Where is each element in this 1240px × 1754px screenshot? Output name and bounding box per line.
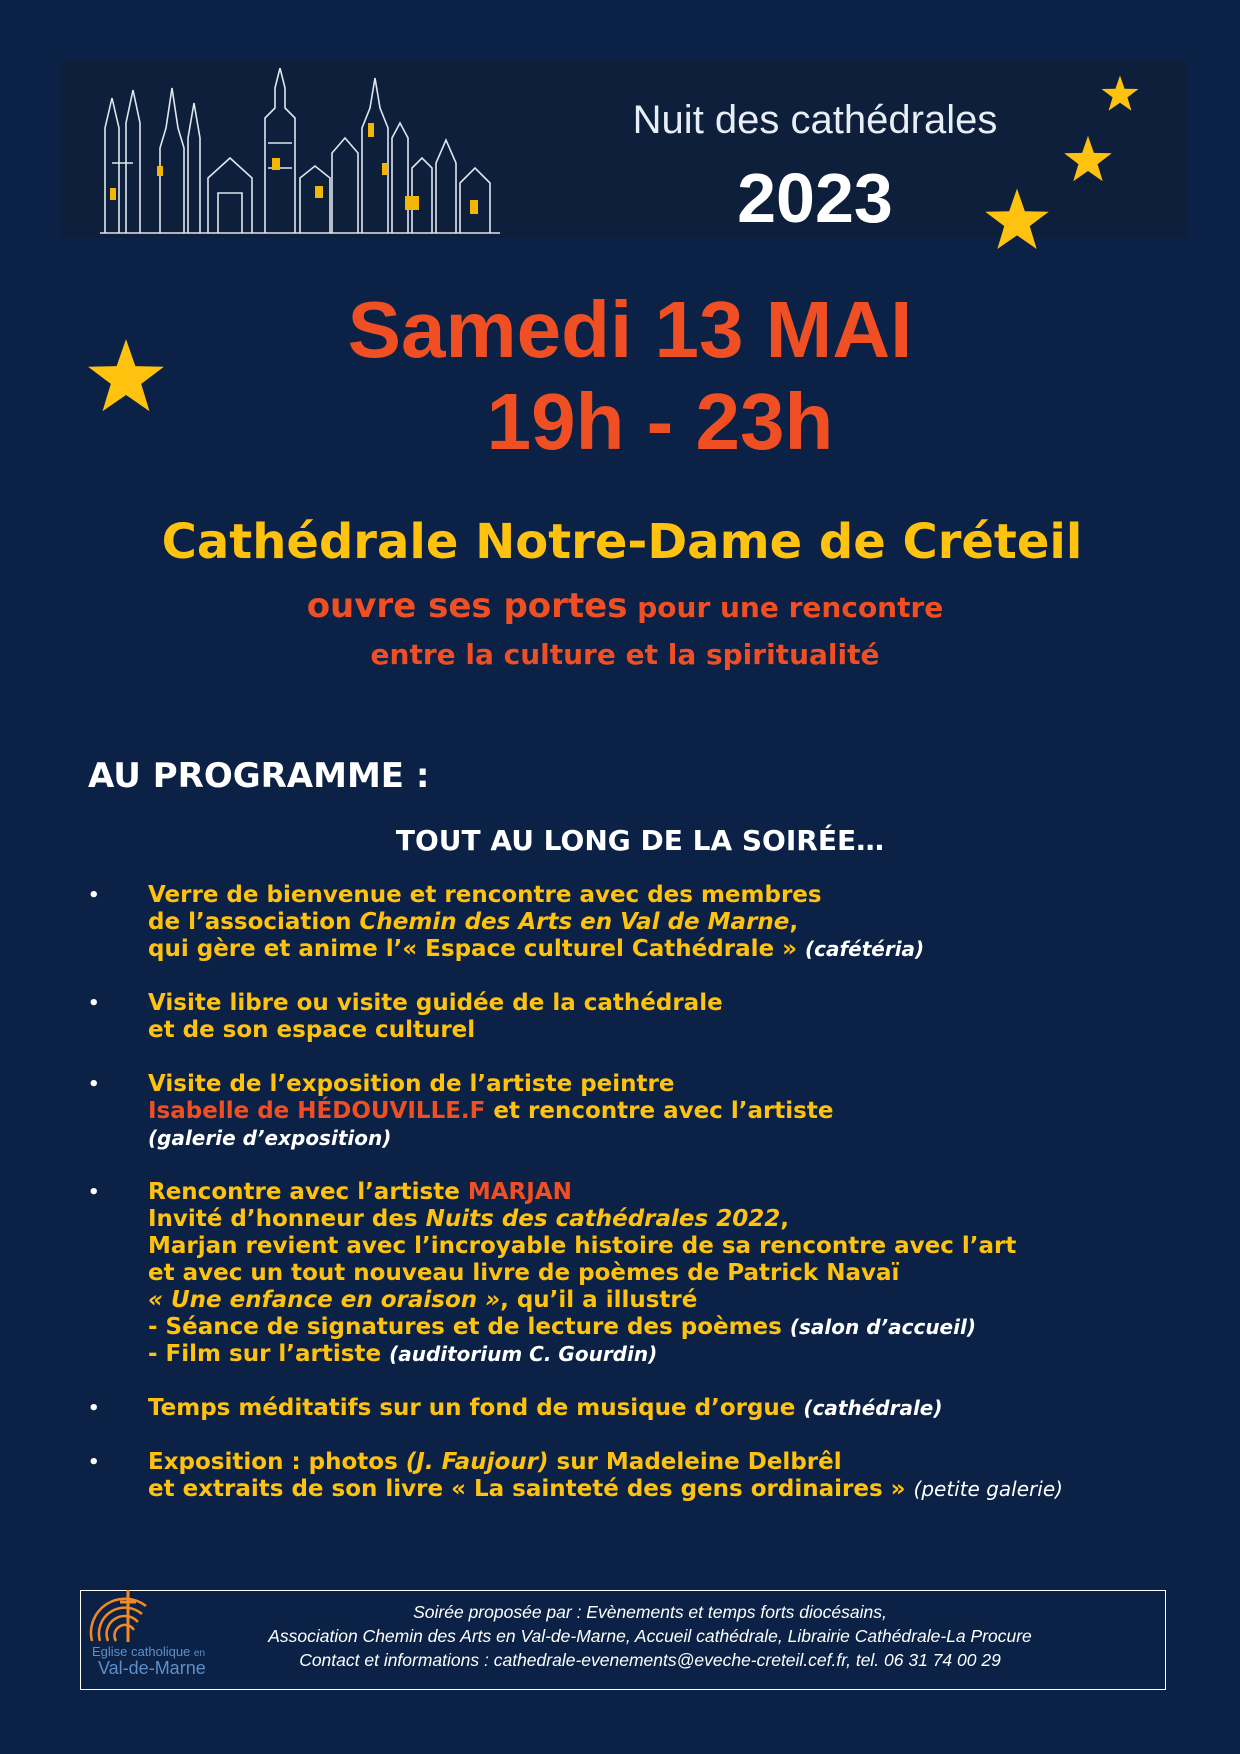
venue-title: Cathédrale Notre-Dame de Créteil [161, 514, 1083, 570]
bullet-icon: • [88, 1452, 100, 1473]
text: Invité d’honneur des [148, 1206, 426, 1232]
banner-year: 2023 [737, 159, 893, 237]
bullet-icon: • [88, 1074, 100, 1095]
text: en [193, 1648, 206, 1659]
event-date: Samedi 13 MAI [347, 285, 913, 374]
cathedrals-skyline-illustration [100, 68, 505, 236]
text: Temps méditatifs sur un fond de musique d’orgue [148, 1395, 804, 1421]
artist-name: MARJAN [467, 1179, 572, 1205]
text: , [789, 909, 799, 935]
item-line: Verre de bienvenue et rencontre avec des membres [148, 882, 822, 908]
photographer: (J. Faujour) [405, 1449, 549, 1475]
program-heading: AU PROGRAMME : [88, 756, 430, 796]
program-item-welcome [88, 882, 1198, 963]
location-note: (salon d’accueil) [789, 1315, 976, 1339]
text: , [780, 1206, 789, 1232]
church-logo-icon [84, 1586, 154, 1646]
bullet-icon: • [88, 993, 100, 1014]
text: - Séance de signatures et de lecture des poèmes [148, 1314, 790, 1340]
program-item-exhibition [88, 1071, 1198, 1152]
footer-line: Association Chemin des Arts en Val-de-Marne, Accueil cathédrale, Librairie Cathédrale-La Procure [268, 1626, 1032, 1646]
location-note: (cafétéria) [804, 937, 925, 961]
item-line [148, 1476, 1198, 1503]
item-line [148, 1098, 1198, 1125]
subtitle-emphasis: ouvre ses portes [306, 586, 628, 626]
item-line: Visite libre ou visite guidée de la cathédrale [148, 990, 723, 1016]
item-line [148, 1125, 1198, 1152]
item-line [148, 936, 1198, 963]
program-item-visit [88, 990, 1198, 1044]
bullet-icon: • [88, 1398, 100, 1419]
program-subheading: TOUT AU LONG DE LA SOIRÉE… [395, 824, 885, 857]
item-line: et de son espace culturel [148, 1017, 476, 1043]
item-line [148, 1341, 1198, 1368]
venue-subtitle-line2: entre la culture et la spiritualité [370, 638, 880, 671]
footer-contact: Contact et informations : cathedrale-evenements@eveche-creteil.cef.fr, tel. 06 31 74 00 29 [299, 1650, 1001, 1670]
program-list [88, 882, 1198, 1530]
location-note: (cathédrale) [803, 1396, 943, 1420]
item-line [148, 909, 1198, 936]
bullet-icon: • [88, 885, 100, 906]
footer-line: Soirée proposée par : Evènements et temps forts diocésains, [413, 1602, 887, 1622]
logo-text-line2: Val-de-Marne [98, 1658, 206, 1678]
program-item-photos [88, 1449, 1198, 1503]
text: qui gère et anime l’« Espace culturel Cathédrale » [148, 936, 805, 962]
program-item-marjan [88, 1179, 1198, 1368]
item-line [148, 1449, 1198, 1476]
text: et rencontre avec l’artiste [485, 1098, 834, 1124]
venue-subtitle-line1 [5, 586, 1240, 626]
program-item-meditation [88, 1395, 1198, 1422]
footer-credits [150, 1600, 1150, 1672]
text: Rencontre avec l’artiste [148, 1179, 468, 1205]
item-line [148, 1287, 1198, 1314]
artist-name: Isabelle de HÉDOUVILLE.F [148, 1098, 486, 1124]
item-line [148, 1314, 1198, 1341]
item-line [148, 1206, 1198, 1233]
text: Exposition : photos [148, 1449, 406, 1475]
banner-title: Nuit des cathédrales [632, 98, 998, 142]
text: , qu’il a illustré [500, 1287, 698, 1313]
item-line [148, 1179, 1198, 1206]
text: de l’association [148, 909, 360, 935]
text: et extraits de son livre « La sainteté des gens ordinaires » [148, 1476, 914, 1502]
star-icon [1092, 74, 1148, 116]
text: - Film sur l’artiste [148, 1341, 390, 1367]
star-icon [968, 186, 1066, 258]
event-time: 19h - 23h [486, 377, 834, 466]
location-note: (galerie d’exposition) [148, 1126, 392, 1150]
subtitle-rest: pour une rencontre [627, 591, 944, 624]
text: sur Madeleine Delbrêl [548, 1449, 842, 1475]
location-note: (auditorium C. Gourdin) [389, 1342, 658, 1366]
book-title: « Une enfance en oraison » [148, 1287, 501, 1313]
item-line: et avec un tout nouveau livre de poèmes de Patrick Navaï [148, 1260, 900, 1286]
text: Eglise catholique [92, 1644, 191, 1659]
bullet-icon: • [88, 1182, 100, 1203]
item-line: Visite de l’exposition de l’artiste peintre [148, 1071, 675, 1097]
item-line: Marjan revient avec l’incroyable histoire de sa rencontre avec l’art [148, 1233, 1017, 1259]
association-name: Chemin des Arts en Val de Marne [359, 909, 790, 935]
event-name: Nuits des cathédrales 2022 [425, 1206, 781, 1232]
location-note: (petite galerie) [913, 1477, 1063, 1501]
item-line [148, 1395, 1198, 1422]
star-icon [1052, 134, 1124, 188]
